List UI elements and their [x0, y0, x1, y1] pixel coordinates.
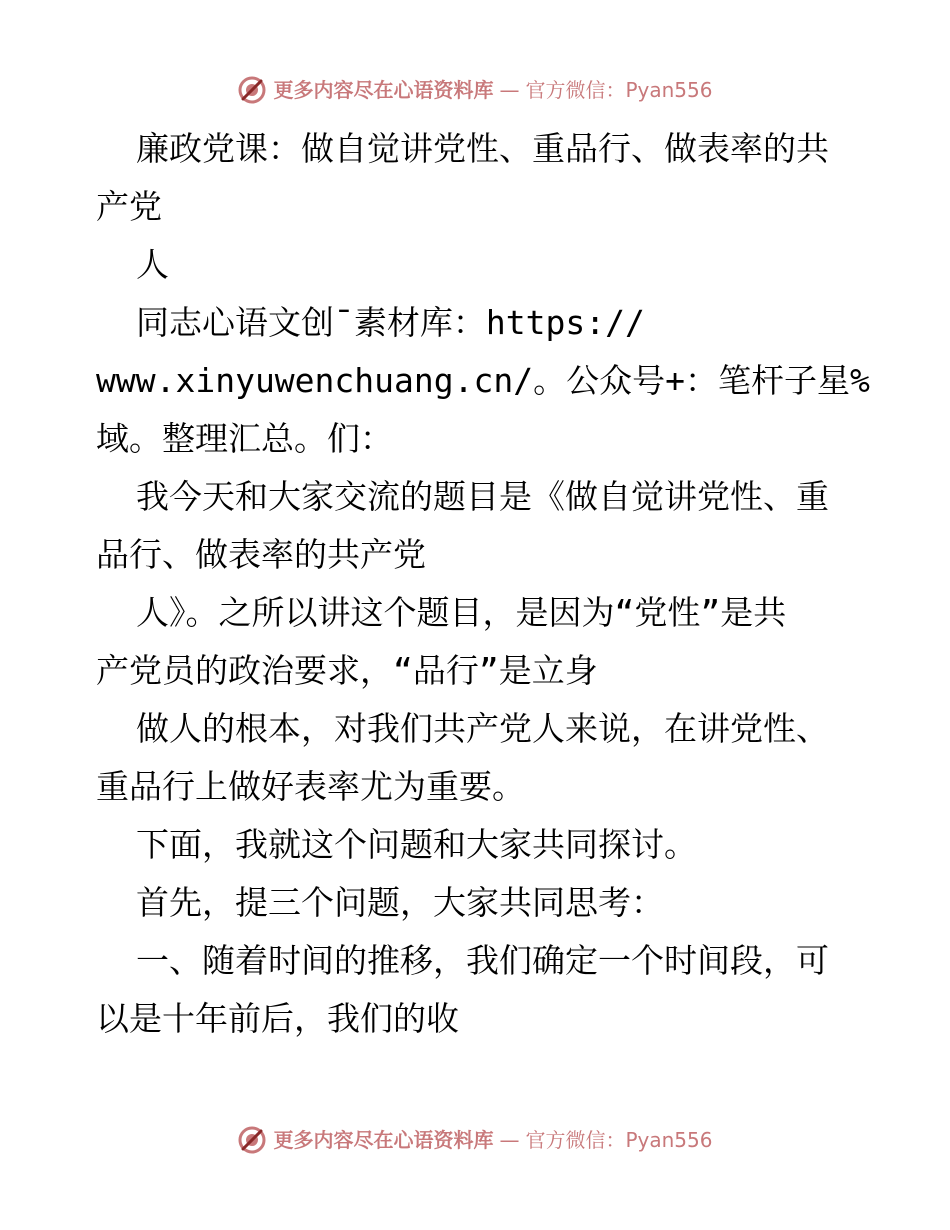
text-line: 产党	[96, 187, 162, 226]
text-line: 下面，我就这个问题和大家共同探讨。	[136, 825, 697, 864]
text-line: 以是十年前后，我们的收	[96, 999, 459, 1038]
text-line: 同志心语文创¯素材库：https://	[136, 303, 645, 342]
text-line: 人》。之所以讲这个题目，是因为“党性”是共	[136, 593, 787, 632]
text-line: 廉政党课：做自觉讲党性、重品行、做表率的共	[136, 129, 829, 168]
banner-brand-text: 更多内容尽在心语资料库	[273, 1128, 494, 1152]
text-line: 一、随着时间的推移，我们确定一个时间段，可	[136, 941, 829, 980]
banner-dash: —	[499, 78, 520, 102]
banner-brand-text: 更多内容尽在心语资料库	[273, 78, 494, 102]
document-body	[96, 120, 870, 1048]
banner-contact-text: 官方微信：Pyan556	[525, 78, 713, 102]
text-line: 重品行上做好表率尤为重要。	[96, 767, 525, 806]
text-line: 首先，提三个问题，大家共同思考：	[136, 883, 664, 922]
text-line: 我今天和大家交流的题目是《做自觉讲党性、重	[136, 477, 829, 516]
pen-logo-icon	[237, 75, 267, 105]
text-line: 域。整理汇总。们：	[96, 419, 393, 458]
text-line: 产党员的政治要求，“品行”是立身	[96, 651, 598, 690]
footer-watermark-banner	[0, 1120, 950, 1160]
text-line: www.xinyuwenchuang.cn/。公众号+：笔杆子星%	[96, 361, 870, 400]
text-line: 品行、做表率的共产党	[96, 535, 426, 574]
banner-contact-text: 官方微信：Pyan556	[525, 1128, 713, 1152]
text-line: 人	[136, 245, 169, 284]
banner-dash: —	[499, 1128, 520, 1152]
text-line: 做人的根本，对我们共产党人来说，在讲党性、	[136, 709, 829, 748]
pen-logo-icon	[237, 1125, 267, 1155]
header-watermark-banner	[0, 70, 950, 110]
